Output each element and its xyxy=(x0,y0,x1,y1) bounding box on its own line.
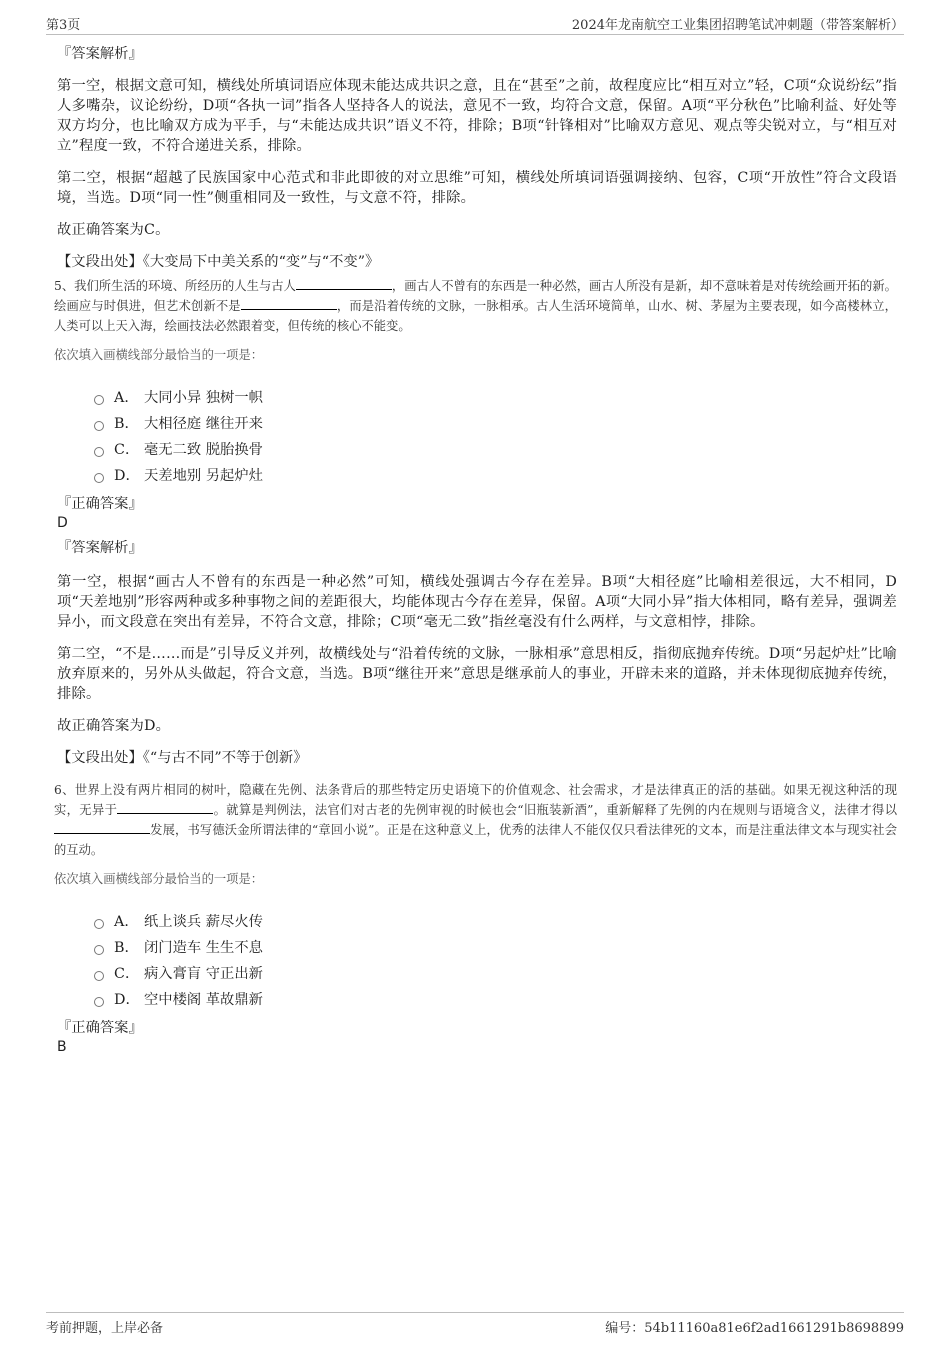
q5-options xyxy=(94,384,897,488)
question-prompt: 依次填入画横线部分最恰当的一项是： xyxy=(54,348,264,362)
analysis-paragraph: 第二空，“不是……而是”引导反义并列，故横线处与“沿着传统的文脉，一脉相承”意思相反，指彻底抛弃传统。D项“另起炉灶”比喻放弃原来的，另外从头做起，符合文意，当选。B项“继往开来”意思是继承前人的事业，开辟未来的道路，并未体现彻底抛弃传统，排除。 xyxy=(57,646,897,702)
question-5-stem: 5、我们所生活的环境、所经历的人生与古人 ，画古人不曾有的东西是一种必然，画古人所没有是新，却不意味着是对传统绘画开拓的新。绘画应与时俱进，但艺术创新不是 ，而是沿着传统的文脉，一脉相承。古人生活环境简单，山水、树、茅屋为主要表现，如今高楼林立，人类可以上天入海，绘画技法必然跟着变，但传统的核心不能变。 xyxy=(54,279,897,333)
option-d[interactable] xyxy=(94,462,897,488)
correct-answer: B xyxy=(57,1039,67,1055)
correct-answer: D xyxy=(57,515,68,531)
radio-icon[interactable] xyxy=(94,473,104,483)
analysis-paragraph: 第二空，根据“超越了民族国家中心范式和非此即彼的对立思维”可知，横线处所填词语强调接纳、包容，C项“开放性”符合文段语境，当选。D项“同一性”侧重相同及一致性，与文意不符，排除。 xyxy=(57,170,897,206)
option-text: 空中楼阁 革故鼎新 xyxy=(144,992,263,1008)
analysis-conclusion: 故正确答案为D。 xyxy=(57,718,171,734)
option-letter: B． xyxy=(114,416,139,432)
analysis-paragraph: 第一空，根据“画古人不曾有的东西是一种必然”可知，横线处强调古今存在差异。B项“大相径庭”比喻相差很远，大不相同，D项“天差地别”形容两种或多种事物之间的差距很大，均能体现古今存在差异，保留。A项“大同小异”指大体相同，略有差异，强调差异小，而文段意在突出有差异，不符合文意，排除；C项“毫无二致”指丝毫没有什么两样，与文意相悖，排除。 xyxy=(57,574,897,630)
option-text: 闭门造车 生生不息 xyxy=(144,940,263,956)
source-citation: 【文段出处】《大变局下中美关系的“变”与“不变”》 xyxy=(57,254,380,270)
radio-icon[interactable] xyxy=(94,919,104,929)
radio-icon[interactable] xyxy=(94,447,104,457)
question-prompt: 依次填入画横线部分最恰当的一项是： xyxy=(54,872,264,886)
option-letter: D． xyxy=(114,992,140,1008)
option-text: 大相径庭 继往开来 xyxy=(144,416,263,432)
option-text: 毫无二致 脱胎换骨 xyxy=(144,442,263,458)
option-c[interactable] xyxy=(94,436,897,462)
document-code: 编号：54b11160a81e6f2ad1661291b8698899 xyxy=(605,1321,904,1336)
page-number: 第3页 xyxy=(46,18,81,33)
option-text: 纸上谈兵 薪尽火传 xyxy=(144,914,263,930)
radio-icon[interactable] xyxy=(94,395,104,405)
option-letter: A． xyxy=(114,914,139,930)
page-content xyxy=(54,44,897,1062)
document-title: 2024年龙南航空工业集团招聘笔试冲刺题（带答案解析） xyxy=(571,18,904,33)
radio-icon[interactable] xyxy=(94,971,104,981)
q6-options xyxy=(94,908,897,1012)
radio-icon[interactable] xyxy=(94,997,104,1007)
source-citation: 【文段出处】《“与古不同”不等于创新》 xyxy=(57,750,308,766)
option-a[interactable] xyxy=(94,908,897,934)
option-letter: D． xyxy=(114,468,140,484)
option-b[interactable] xyxy=(94,934,897,960)
option-letter: B． xyxy=(114,940,139,956)
question-6-stem: 6、世界上没有两片相同的树叶，隐藏在先例、法条背后的那些特定历史语境下的价值观念、社会需求，才是法律真正的活的基础。如果无视这种活的现实，无异于 。就算是判例法，法官们对古老的先例审视的时候也会“旧瓶装新酒”，重新解释了先例的内在规则与语境含义，法律才得以发展，书写德沃金所谓法律的“章回小说”。正是在这种意义上，优秀的法律人不能仅仅只看法律死的文本，而是注重法律文本与现实社会的互动。 xyxy=(54,783,897,857)
option-text: 病入膏肓 守正出新 xyxy=(144,966,263,982)
footer-slogan: 考前押题，上岸必备 xyxy=(46,1321,164,1336)
page-header xyxy=(46,14,904,35)
fill-blank xyxy=(296,277,392,290)
option-b[interactable] xyxy=(94,410,897,436)
option-letter: A． xyxy=(114,390,139,406)
analysis-label: 『答案解析』 xyxy=(57,540,143,556)
correct-answer-label: 『正确答案』 xyxy=(57,1020,143,1036)
page-footer xyxy=(46,1312,904,1335)
option-a[interactable] xyxy=(94,384,897,410)
radio-icon[interactable] xyxy=(94,945,104,955)
radio-icon[interactable] xyxy=(94,421,104,431)
fill-blank xyxy=(241,297,337,310)
option-c[interactable] xyxy=(94,960,897,986)
fill-blank xyxy=(54,821,150,834)
option-letter: C． xyxy=(114,442,140,458)
fill-blank xyxy=(117,801,213,814)
option-text: 大同小异 独树一帜 xyxy=(144,390,263,406)
option-letter: C． xyxy=(114,966,140,982)
correct-answer-label: 『正确答案』 xyxy=(57,496,143,512)
analysis-label: 『答案解析』 xyxy=(57,46,143,62)
option-d[interactable] xyxy=(94,986,897,1012)
analysis-paragraph: 第一空，根据文意可知，横线处所填词语应体现未能达成共识之意，且在“甚至”之前，故程度应比“相互对立”轻，C项“众说纷纭”指人多嘴杂，议论纷纷，D项“各执一词”指各人坚持各人的说法，意见不一致，均符合文意，保留。A项“平分秋色”比喻利益、好处等双方均分，也比喻双方成为平手，与“未能达成共识”语义不符，排除；B项“针锋相对”比喻双方意见、观点等尖锐对立，与“相互对立”程度一致，不符合递进关系，排除。 xyxy=(57,78,897,154)
analysis-conclusion: 故正确答案为C。 xyxy=(57,222,170,238)
option-text: 天差地别 另起炉灶 xyxy=(144,468,263,484)
